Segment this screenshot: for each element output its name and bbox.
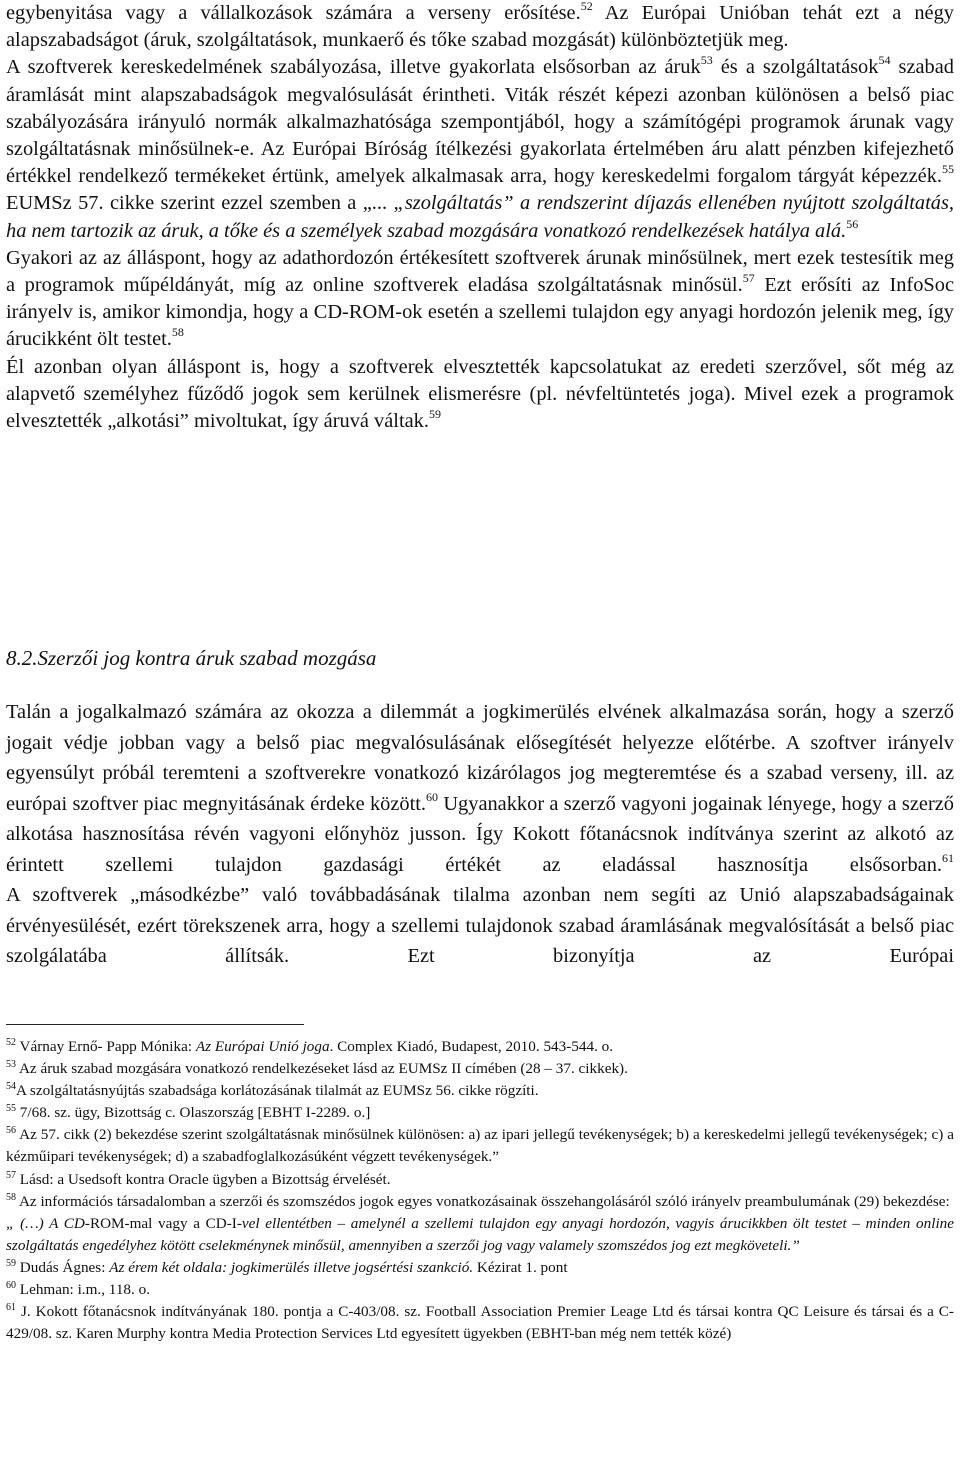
text-segment: egybenyitása vagy a vállalkozások számára a verseny erősítése. bbox=[6, 2, 581, 24]
footnote-text: Lásd: a Usedsoft kontra Oracle ügyben a Bizottság érvelését. bbox=[16, 1170, 391, 1188]
footnote-ref-61[interactable]: 61 bbox=[942, 850, 954, 865]
footnote-ref-57[interactable]: 57 bbox=[742, 271, 755, 286]
text-segment: Ezt erősíti az InfoSoc irányelv is, amikor kimondja, hogy a CD-ROM-ok esetén a szellemi tulajdon egy anyagi hordozón jelenik meg, így árucikként ölt testet. bbox=[6, 274, 955, 351]
footnote-54 bbox=[6, 1080, 954, 1102]
footnote-52 bbox=[6, 1036, 954, 1058]
footnote-number: 61 bbox=[6, 1302, 16, 1314]
section-title: Szerzői jog kontra áruk szabad mozgása bbox=[37, 646, 377, 670]
footnote-number: 59 bbox=[6, 1257, 16, 1269]
text-segment: A szoftverek „másodkézbe” való továbbadásának tilalma azonban nem segíti az Unió alapszabadságainak érvényesülését, ezért törekszenek arra, hogy a szellemi tulajdonok szabad áramlásának megvalósítását a belső piac szolgálatába állítsák. Ezt bizonyítja az Európai bbox=[6, 884, 954, 967]
section2-body bbox=[6, 697, 954, 972]
footnote-ref-55[interactable]: 55 bbox=[942, 162, 954, 177]
text-segment: EUMSz 57. cikke szerint ezzel szemben a „... bbox=[6, 192, 388, 215]
footnote-italic: Az érem két oldala: jogkimerülés illetve jogsértési szankció. bbox=[109, 1258, 474, 1276]
footnote-number: 57 bbox=[6, 1169, 16, 1181]
footnote-text: . Complex Kiadó, Budapest, 2010. 543-544. o. bbox=[329, 1038, 614, 1055]
footnote-58 bbox=[6, 1191, 954, 1213]
paragraph-2 bbox=[6, 54, 954, 244]
footnote-text: Dudás Ágnes: bbox=[16, 1258, 110, 1276]
footnote-text: Kézirat 1. pont bbox=[473, 1258, 568, 1276]
footnote-number: 56 bbox=[6, 1125, 16, 1137]
footnote-ref-58[interactable]: 58 bbox=[171, 325, 184, 340]
document-page bbox=[6, 0, 955, 1343]
footnote-ref-52[interactable]: 52 bbox=[580, 0, 593, 13]
footnote-59 bbox=[6, 1257, 954, 1279]
footnote-number: 52 bbox=[6, 1037, 16, 1048]
section-number: 8.2. bbox=[6, 646, 38, 670]
footnote-italic: vel ellentétben – amelynél a szellemi tulajdon egy anyagi hordozón, vagyis árucikkben ölt testet – minden online szolgáltatás engedélyhez kötött cselekménynek minősül, amennyiben a szerzői jog vagy valamely szomszédos jog ezt megköveteli.” bbox=[6, 1214, 955, 1254]
footnote-text: Az 57. cikk (2) bekezdése szerint szolgáltatásnak minősülnek különösen: a) az ipari jellegű tevékenységek; b) a kereskedelmi jellegű tevékenységek; c) a kézműipari tevékenységek; d) a szabadfoglalkozásúként végzett tevékenységek.” bbox=[6, 1126, 954, 1166]
footnote-text: Az információs társadalomban a szerzői és szomszédos jogok egyes vonatkozásainak összehangolásáról szóló irányelv preambulumának (29) bekezdése: bbox=[16, 1192, 950, 1210]
paragraph-1 bbox=[6, 0, 954, 54]
footnote-number: 55 bbox=[6, 1103, 16, 1115]
footnote-number: 53 bbox=[6, 1059, 16, 1071]
footnote-text: Lehman: i.m., 118. o. bbox=[16, 1281, 150, 1299]
footnote-55 bbox=[6, 1102, 954, 1124]
footnote-italic: „ (…) A CD- bbox=[6, 1214, 90, 1232]
paragraph-6 bbox=[6, 880, 954, 972]
paragraph-5 bbox=[6, 697, 954, 880]
footnote-57 bbox=[6, 1169, 954, 1191]
footnote-ref-59[interactable]: 59 bbox=[428, 407, 441, 422]
footnote-ref-60[interactable]: 60 bbox=[426, 789, 439, 804]
footnote-ref-53[interactable]: 53 bbox=[700, 53, 713, 68]
footnote-number: 58 bbox=[6, 1191, 16, 1203]
text-segment: Az Európai Unióban tehát ezt a négy alapszabadságot (áruk, szolgáltatások, munkaerő és tőke szabad mozgását) különböztetjük meg. bbox=[6, 2, 955, 52]
footnote-text: Az áruk szabad mozgására vonatkozó rendelkezéseket lásd az EUMSz II címében (28 – 37. cikkek). bbox=[16, 1060, 628, 1078]
text-segment: szabad áramlását mint alapszabadságok megvalósulását érintheti. Viták részét képezi azonban különösen a belső piac szabályozására irányuló normák alkalmazhatósága szempontjából, hogy a számítógépi programok árunak vagy szolgáltatásnak minősülnek-e. Az Európai Bíróság ítélkezési gyakorlata értelmében áru alatt pénzben kifejezhető értékkel rendelkező termékeket értünk, amelyek alkalmasak arra, hogy kereskedelmi forgalom tárgyát képezzék. bbox=[6, 56, 955, 188]
text-segment: és a szolgáltatások bbox=[712, 56, 879, 79]
section1-body bbox=[6, 0, 954, 435]
footnote-60 bbox=[6, 1279, 954, 1301]
footnote-text: J. Kokott főtanácsnok indítványának 180. pontja a C-403/08. sz. Football Association Premier Leage Ltd és társai kontra QC Leisure és társai és a C-429/08. sz. Karen Murphy kontra Media Protection Services Ltd egyesített ügyekben (EBHT-ban még nem tették közé) bbox=[6, 1303, 954, 1343]
footnote-ref-54[interactable]: 54 bbox=[878, 53, 891, 68]
footnote-ref-56[interactable]: 56 bbox=[846, 216, 859, 231]
paragraph-3 bbox=[6, 245, 954, 354]
text-segment: A szoftverek kereskedelmének szabályozása, illetve gyakorlata elsősorban az áruk bbox=[6, 56, 701, 79]
footnote-58-quote bbox=[6, 1213, 954, 1257]
footnote-text: Várnay Ernő- Papp Mónika: bbox=[16, 1038, 196, 1055]
footnote-61 bbox=[6, 1301, 954, 1345]
text-segment: Talán a jogalkalmazó számára az okozza a dilemmát a jogkimerülés elvének alkalmazása során, hogy a szerző jogait védje jobban vagy a belső piac megvalósulásának elősegítését helyezze előtérbe. A szoftver irányelv egyensúlyt próbál teremteni a szoftverekre vonatkozó kizárólagos jog megteremtése és a szabad verseny, ill. az európai szoftver piac megnyitásának érdeke között. bbox=[6, 701, 954, 815]
footnote-number: 60 bbox=[6, 1280, 16, 1292]
footnote-text: ROM-mal vagy a CD-I- bbox=[89, 1214, 242, 1232]
paragraph-4 bbox=[6, 354, 954, 436]
footnote-text: 7/68. sz. ügy, Bizottság c. Olaszország [EBHT I-2289. o.] bbox=[16, 1104, 371, 1122]
footnote-53 bbox=[6, 1058, 954, 1080]
footnote-56 bbox=[6, 1124, 954, 1168]
text-segment: Gyakori az az álláspont, hogy az adathordozón értékesített szoftverek árunak minősülnek, mert ezek testesítik meg a programok műpéldányát, míg az online szoftverek eladása szolgáltatásnak minősül. bbox=[6, 246, 954, 297]
footnote-italic: Az Európai Unió joga bbox=[195, 1038, 330, 1055]
section-heading bbox=[6, 646, 376, 671]
footnote-separator bbox=[6, 1024, 304, 1025]
footnote-text: A szolgáltatásnyújtás szabadsága korlátozásának tilalmát az EUMSz 56. cikke rögzíti. bbox=[16, 1082, 539, 1100]
text-segment: Él azonban olyan álláspont is, hogy a szoftverek elvesztették kapcsolatukat az eredeti szerzővel, sőt még az alapvető személyhez fűződő jogok sem kerülnek elismerésre (pl. névfeltüntetés joga). Mivel ezek a programok elvesztették „alkotási” mivoltukat, így áruvá váltak. bbox=[6, 355, 954, 433]
footnote-number: 54 bbox=[6, 1081, 16, 1093]
quote-italic: „szolgáltatás” a rendszerint díjazás ellenében nyújtott szolgáltatás, ha nem tartozik az áruk, a tőke és a személyek szabad mozgására vonatkozó rendelkezések hatálya alá. bbox=[6, 192, 954, 242]
text-segment: Ugyanakkor a szerző vagyoni jogainak lényege, hogy a szerző alkotása hasznosítása révén vagyoni előnyhöz jusson. Így Kokott főtanácsnok indítványa szerint az alkotó az érintett szellemi tulajdon gazdasági értékét az eladással hasznosítja elsősorban. bbox=[6, 792, 954, 876]
footnotes bbox=[6, 1036, 954, 1345]
